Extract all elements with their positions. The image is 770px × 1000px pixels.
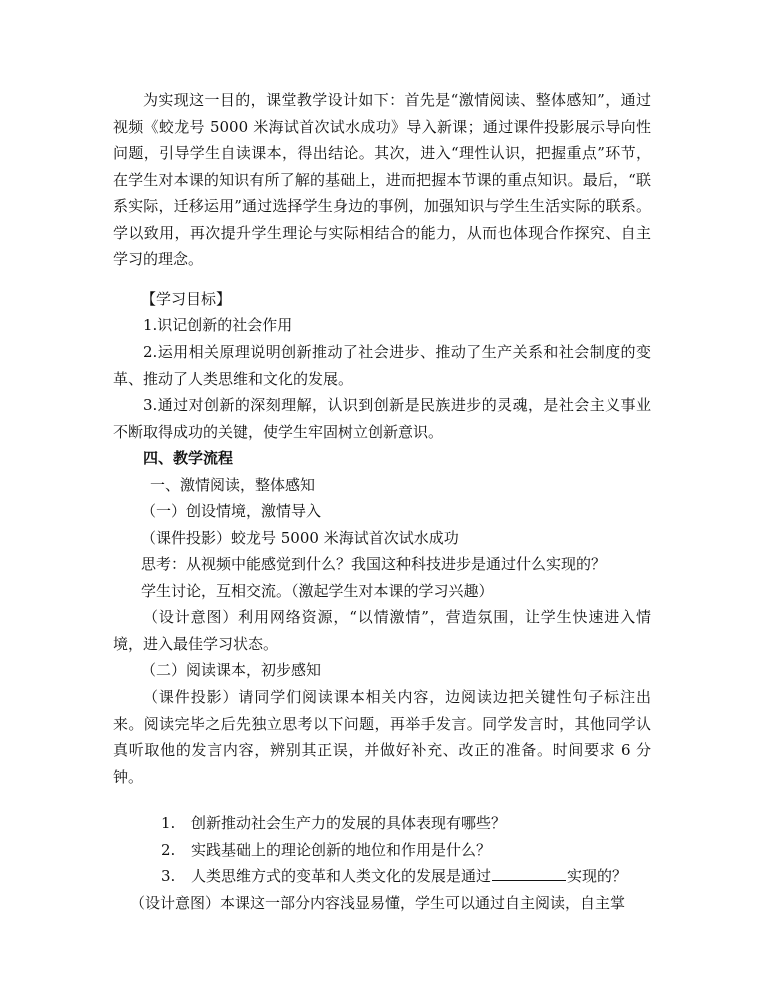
fill-in-blank	[492, 866, 566, 881]
sub-1-projection: （课件投影）蛟龙号 5000 米海试首次试水成功	[141, 529, 459, 547]
sub-2-intent: （设计意图）本课这一部分内容浅显易懂，学生可以通过自主阅读，自主掌	[130, 894, 626, 912]
sub-1-heading: （一）创设情境，激情导入	[141, 502, 322, 520]
sub-1-intent: （设计意图）利用网络资源，“以情激情”，营造氛围，让学生快速进入情境，进入最佳学习状态。	[113, 608, 651, 653]
question-2-number: 2.	[161, 841, 176, 859]
sub-1-discuss: 学生讨论，互相交流。（激起学生对本课的学习兴趣）	[141, 582, 494, 600]
part-1-heading: 一、激情阅读，整体感知	[150, 476, 316, 494]
sub-2-heading: （二）阅读课本，初步感知	[141, 661, 322, 679]
sub-2-projection: （课件投影）请同学们阅读课本相关内容，边阅读边把关键性句子标注出来。阅读完毕之后先独立思考以下问题，再举手发言。同学发言时，其他同学认真听取他的发言内容，辨别其正误，并做好补充、改正的准备。时间要求 6 分钟。	[113, 688, 651, 786]
question-1	[161, 810, 661, 837]
objective-3: 3.通过对创新的深刻理解，认识到创新是民族进步的灵魂，是社会主义事业不断取得成功的关键，使学生牢固树立创新意识。	[113, 396, 651, 441]
question-3-text-after: 实现的？	[567, 867, 628, 885]
question-3-number: 3.	[161, 867, 176, 885]
sub-1-think: 思考：从视频中能感觉到什么？我国这种科技进步是通过什么实现的？	[141, 555, 607, 573]
question-1-text: 创新推动社会生产力的发展的具体表现有哪些？	[191, 814, 507, 832]
intro-paragraph: 为实现这一目的，课堂教学设计如下：首先是“激情阅读、整体感知”，通过视频《蛟龙号 5000 米海试首次试水成功》导入新课；通过课件投影展示导向性问题，引导学生自读课本，得出结论。其次，进入“理性认识，把握重点”环节，在学生对本课的知识有所了解的基础上，进而把握本节课的重点知识。最后，“联系实际，迁移运用”通过选择学生身边的事例，加强知识与学生生活实际的联系。学以致用，再次提升学生理论与实际相结合的能力，从而也体现合作探究、自主学习的理念。	[113, 91, 651, 268]
objectives-heading: 【学习目标】	[141, 290, 232, 308]
question-2	[161, 837, 661, 864]
question-3	[161, 863, 661, 890]
question-1-number: 1.	[161, 814, 176, 832]
objective-1: 1.识记创新的社会作用	[143, 316, 293, 334]
section-4-heading: 四、教学流程	[143, 449, 234, 467]
objective-2: 2.运用相关原理说明创新推动了社会进步、推动了生产关系和社会制度的变革、推动了人类思维和文化的发展。	[113, 343, 651, 388]
question-3-text-before: 人类思维方式的变革和人类文化的发展是通过	[191, 867, 492, 885]
question-2-text: 实践基础上的理论创新的地位和作用是什么？	[191, 841, 492, 859]
